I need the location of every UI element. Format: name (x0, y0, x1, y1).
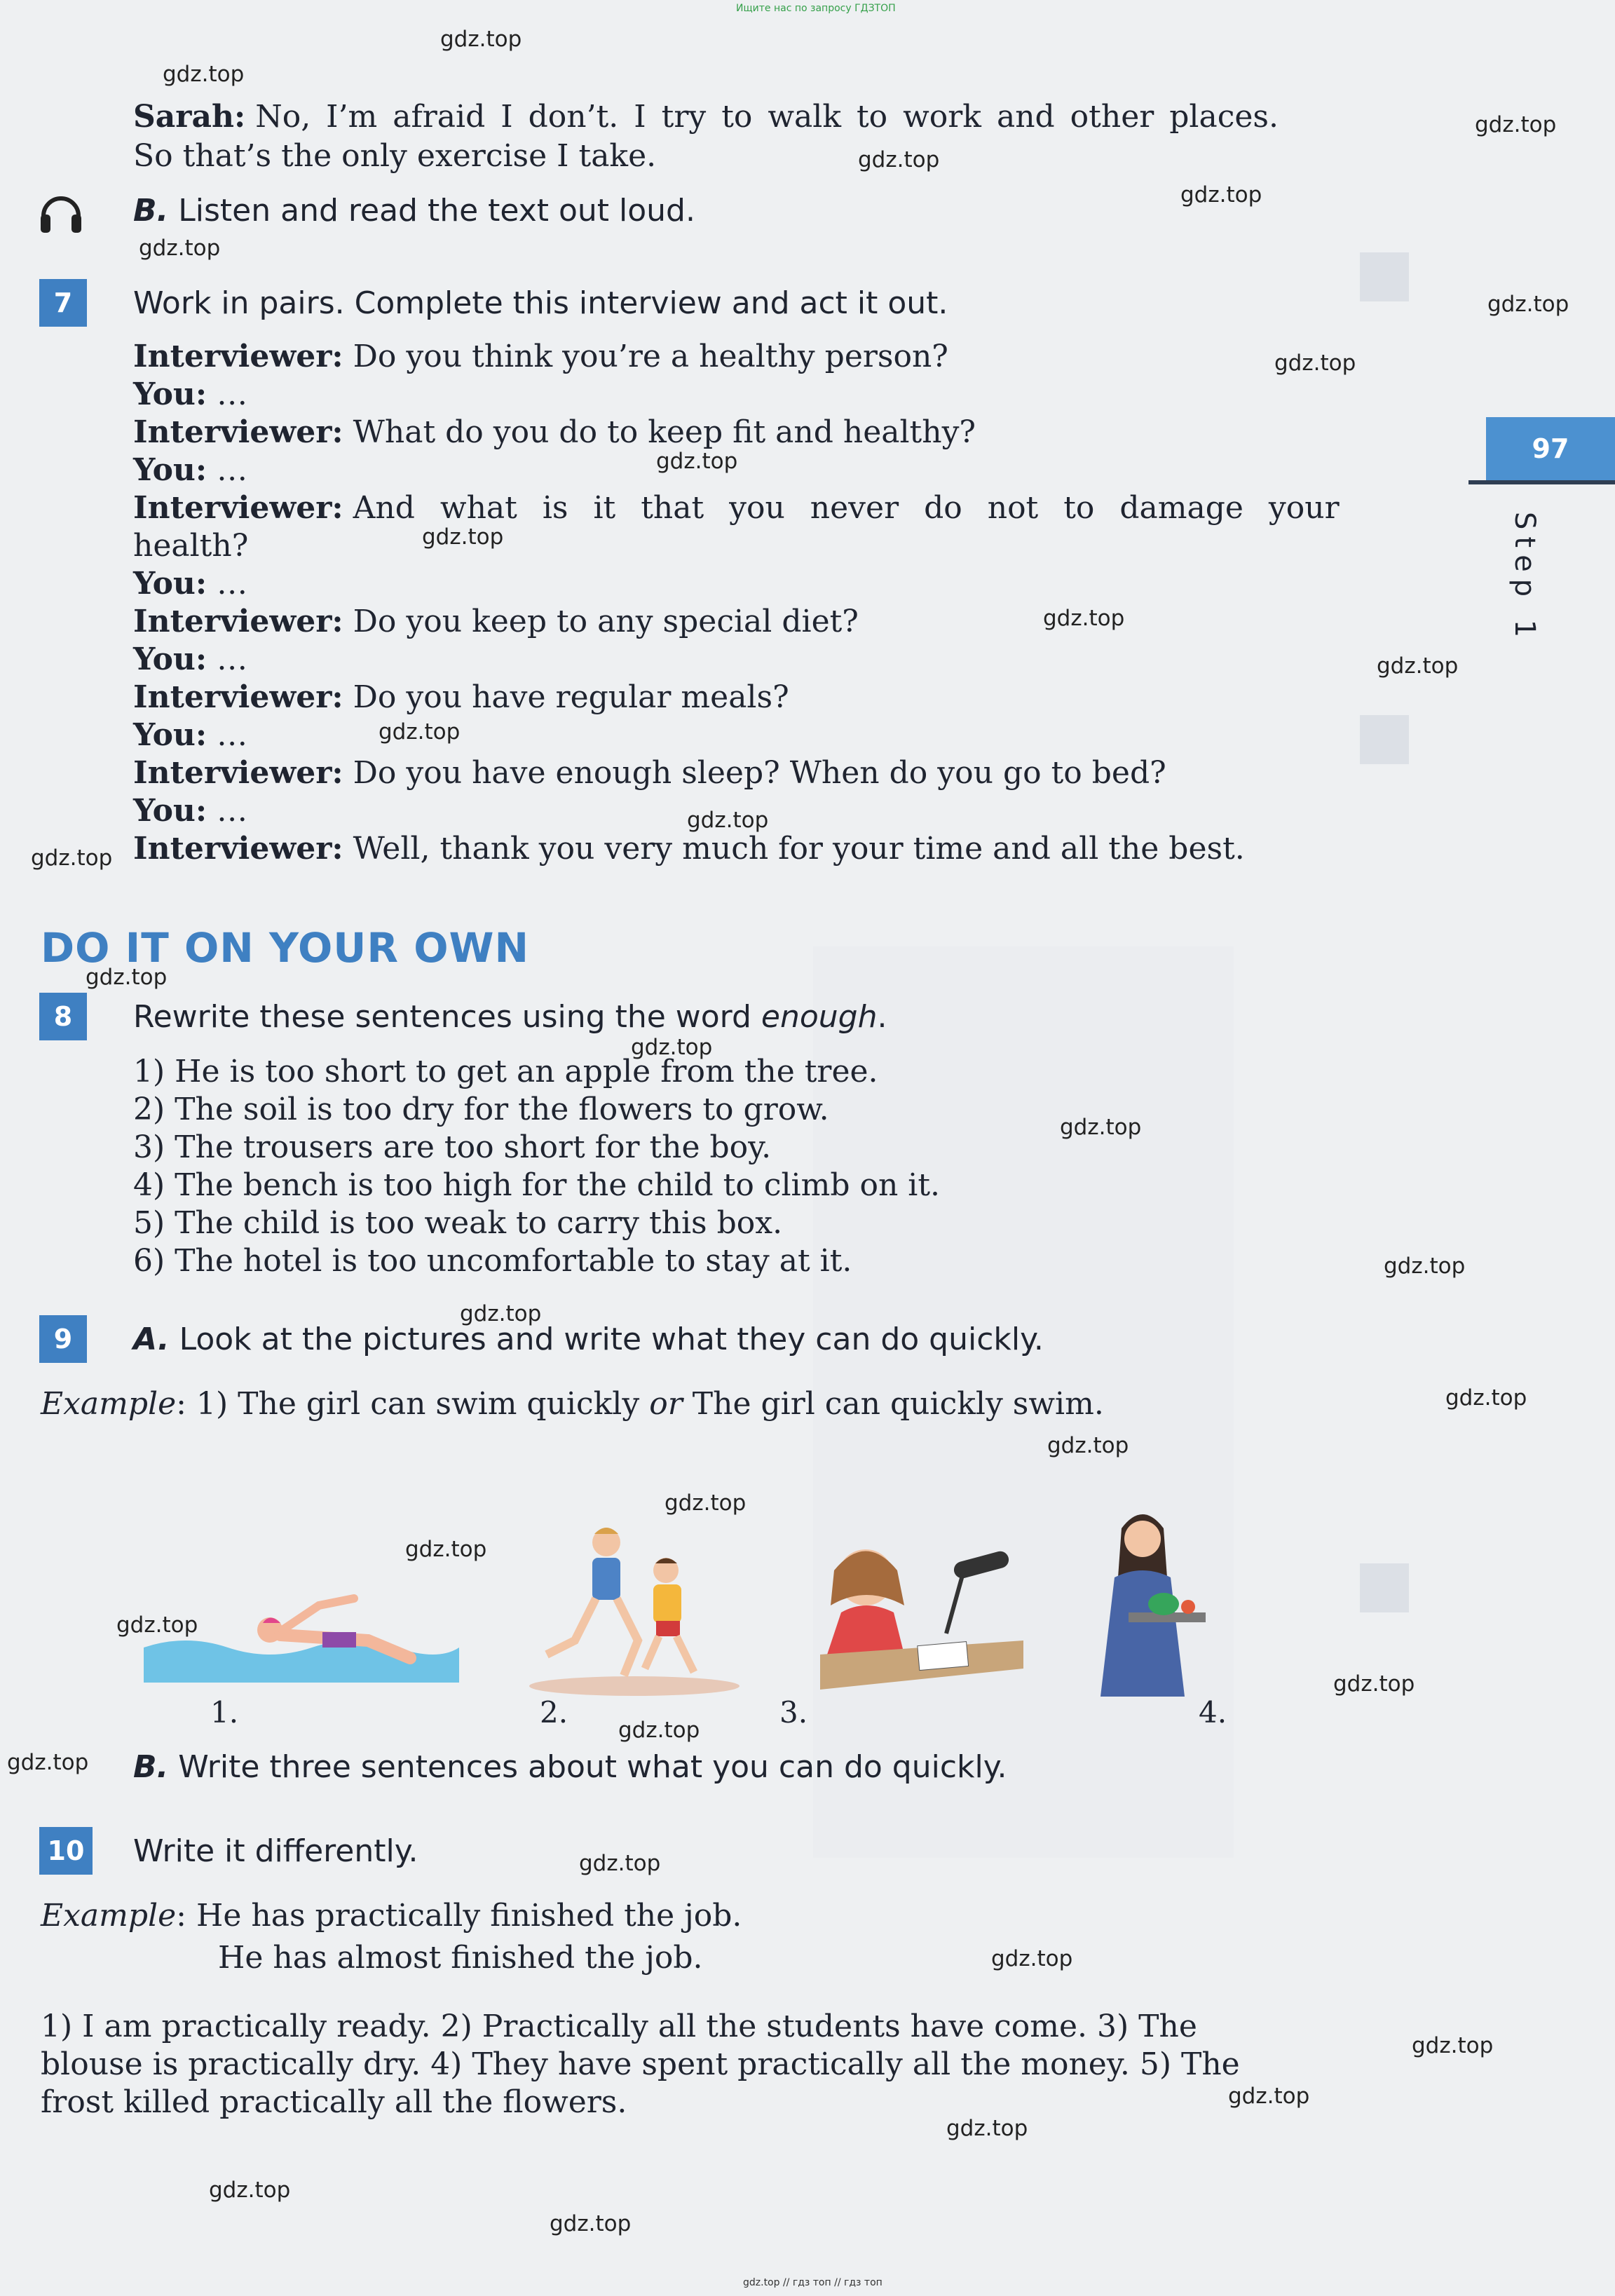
interview-line (133, 527, 248, 565)
exercise-10-example: Example: He has practically finished the job. (41, 1898, 742, 1934)
exercise-10-number: 10 (39, 1827, 93, 1875)
exercise-9-number: 9 (39, 1315, 87, 1363)
exercise-8-instruction-text: Rewrite these sentences using the word (133, 999, 751, 1035)
interview-speaker: You: (133, 376, 207, 412)
show-through-shapes (42, 105, 1444, 1998)
exercise-10-text-line: frost killed practically all the flowers. (41, 2084, 627, 2120)
exercise-9b-instruction (133, 1748, 1007, 1786)
writing-girl-picture (799, 1528, 1030, 1697)
watermark: gdz.top (1333, 1671, 1415, 1697)
watermark: gdz.top (1047, 1433, 1129, 1458)
listen-instruction (133, 192, 695, 230)
interview-line (133, 338, 948, 376)
list-item: 1) He is too short to get an apple from the tree. (133, 1054, 878, 1089)
interview-speaker: You: (133, 566, 207, 602)
watermark: gdz.top (422, 524, 504, 550)
exercise-7-number: 7 (39, 279, 87, 327)
watermark: gdz.top (991, 1946, 1073, 1971)
watermark: gdz.top (405, 1537, 487, 1562)
exercise-9b-text: Write three sentences about what you can do quickly. (178, 1749, 1007, 1785)
watermark: gdz.top (1180, 182, 1262, 208)
example-label: Example (41, 1386, 177, 1422)
watermark: gdz.top (631, 1035, 713, 1060)
running-children-picture (519, 1521, 750, 1697)
interview-speaker: You: (133, 793, 207, 829)
page-number: 97 (1486, 417, 1615, 480)
watermark: gdz.top (86, 965, 168, 990)
exercise-9a-text: Look at the pictures and write what they can do quickly. (179, 1322, 1044, 1357)
exercise-10-text-line: 1) I am practically ready. 2) Practically all the students have come. 3) The (41, 2009, 1197, 2044)
watermark: gdz.top (665, 1490, 747, 1516)
interview-speaker: Interviewer: (133, 339, 343, 374)
example-text: 1) The girl can swim quickly (196, 1386, 640, 1422)
interview-text: Well, thank you very much for your time and all the best. (353, 831, 1245, 867)
example-text-2: The girl can quickly swim. (692, 1386, 1104, 1422)
interview-line (133, 489, 1340, 527)
interview-text: … (217, 793, 248, 829)
watermark: gdz.top (858, 147, 940, 172)
sarah-line-2: So that’s the only exercise I take. (133, 138, 657, 174)
exercise-8-number: 8 (39, 993, 87, 1040)
list-item: 4) The bench is too high for the child to climb on it. (133, 1167, 941, 1203)
section-title: DO IT ON YOUR OWN (41, 924, 530, 972)
interview-text: … (217, 717, 248, 753)
watermark: gdz.top (1228, 2084, 1310, 2109)
exercise-8-dot: . (877, 999, 887, 1035)
step-label: Step 1 (1508, 512, 1541, 645)
watermark: gdz.top (1060, 1115, 1142, 1140)
list-item: 2) The soil is too dry for the flowers to grow. (133, 1092, 829, 1127)
interview-text: … (217, 566, 248, 602)
watermark: gdz.top (31, 845, 113, 871)
interview-speaker: You: (133, 641, 207, 677)
list-item: 5) The child is too weak to carry this box. (133, 1205, 783, 1241)
example-line-1: He has practically finished the job. (196, 1898, 742, 1934)
example-or: or (649, 1386, 683, 1422)
watermark: gdz.top (1445, 1385, 1527, 1411)
picture-label: 1. (210, 1695, 239, 1730)
headphones-icon (36, 188, 86, 237)
watermark: gdz.top (139, 236, 221, 261)
interview-line (133, 716, 247, 754)
exercise-8-instruction (133, 998, 887, 1036)
picture-label: 4. (1199, 1695, 1227, 1730)
watermark: gdz.top (1412, 2033, 1494, 2058)
interview-text: … (217, 641, 248, 677)
exercise-7-instruction: Work in pairs. Complete this interview and act it out. (133, 285, 948, 321)
interview-line (133, 603, 859, 641)
interview-text: … (217, 376, 248, 412)
interview-text: … (217, 452, 248, 488)
bottom-note: gdz.top // гдз топ // гдз топ (743, 2277, 883, 2288)
interview-line (133, 451, 247, 489)
interview-line (133, 754, 1166, 792)
example-label: Example (41, 1898, 177, 1934)
interview-line (133, 830, 1245, 868)
picture-label: 3. (779, 1695, 808, 1730)
interview-text: Do you have enough sleep? When do you go to bed? (353, 755, 1166, 791)
watermark: gdz.top (1487, 292, 1569, 317)
watermark: gdz.top (163, 62, 245, 87)
interview-speaker: Interviewer: (133, 414, 343, 450)
interview-text: Do you think you’re a healthy person? (353, 339, 948, 374)
interview-line (133, 414, 976, 451)
interview-speaker: Interviewer: (133, 490, 343, 526)
step-divider (1469, 480, 1615, 484)
interview-text: What do you do to keep fit and healthy? (353, 414, 976, 450)
watermark: gdz.top (550, 2211, 632, 2236)
watermark: gdz.top (1384, 1254, 1466, 1279)
watermark: gdz.top (1274, 351, 1356, 376)
example-line-2: He has almost finished the job. (218, 1940, 703, 1976)
watermark: gdz.top (1043, 606, 1125, 631)
interview-line (133, 376, 247, 414)
watermark: gdz.top (209, 2178, 291, 2203)
interview-speaker: Interviewer: (133, 604, 343, 639)
exercise-9a-letter: A. (133, 1322, 170, 1357)
watermark: gdz.top (7, 1750, 89, 1775)
list-item: 6) The hotel is too uncomfortable to stay at it. (133, 1243, 852, 1279)
interview-speaker: Interviewer: (133, 831, 343, 867)
watermark: gdz.top (116, 1612, 198, 1638)
woman-with-tray-picture (1079, 1500, 1220, 1697)
interview-line (133, 679, 789, 716)
watermark: gdz.top (656, 449, 738, 474)
exercise-10-instruction: Write it differently. (133, 1833, 418, 1869)
sarah-text-1: No, I’m afraid I don’t. I try to walk to work and other places. (255, 99, 1279, 135)
listen-text: Listen and read the text out loud. (178, 193, 695, 229)
watermark: gdz.top (440, 27, 522, 52)
watermark: gdz.top (579, 1851, 661, 1876)
interview-speaker: Interviewer: (133, 679, 343, 715)
exercise-10-text-line: blouse is practically dry. 4) They have spent practically all the money. 5) The (41, 2046, 1240, 2082)
list-item: 3) The trousers are too short for the boy. (133, 1129, 772, 1165)
exercise-9b-letter: B. (133, 1749, 169, 1785)
exercise-8-word: enough (761, 999, 878, 1035)
interview-line (133, 641, 247, 679)
interview-text: Do you have regular meals? (353, 679, 789, 715)
watermark: gdz.top (1377, 653, 1459, 679)
interview-speaker: Interviewer: (133, 755, 343, 791)
interview-text: And what is it that you never do not to damage your (353, 490, 1340, 526)
watermark: gdz.top (460, 1301, 542, 1326)
top-note: Ищите нас по запросу ГДЗТОП (736, 3, 896, 14)
watermark: gdz.top (618, 1718, 700, 1743)
picture-label: 2. (540, 1695, 568, 1730)
exercise-9a-instruction (133, 1321, 1044, 1359)
listen-letter: B. (133, 193, 169, 229)
interview-line (133, 792, 247, 830)
interview-line (133, 565, 247, 603)
exercise-9-example: Example: 1) The girl can swim quickly or The girl can quickly swim. (41, 1386, 1104, 1422)
sarah-line-1 (133, 98, 1279, 136)
interview-speaker: You: (133, 452, 207, 488)
watermark: gdz.top (946, 2116, 1028, 2141)
watermark: gdz.top (1475, 112, 1557, 137)
show-through-background (42, 105, 1444, 1998)
interview-text: health? (133, 528, 249, 564)
watermark: gdz.top (379, 719, 461, 745)
interview-text: Do you keep to any special diet? (353, 604, 859, 639)
interview-speaker: You: (133, 717, 207, 753)
watermark: gdz.top (687, 808, 769, 833)
sarah-speaker: Sarah: (133, 99, 246, 135)
